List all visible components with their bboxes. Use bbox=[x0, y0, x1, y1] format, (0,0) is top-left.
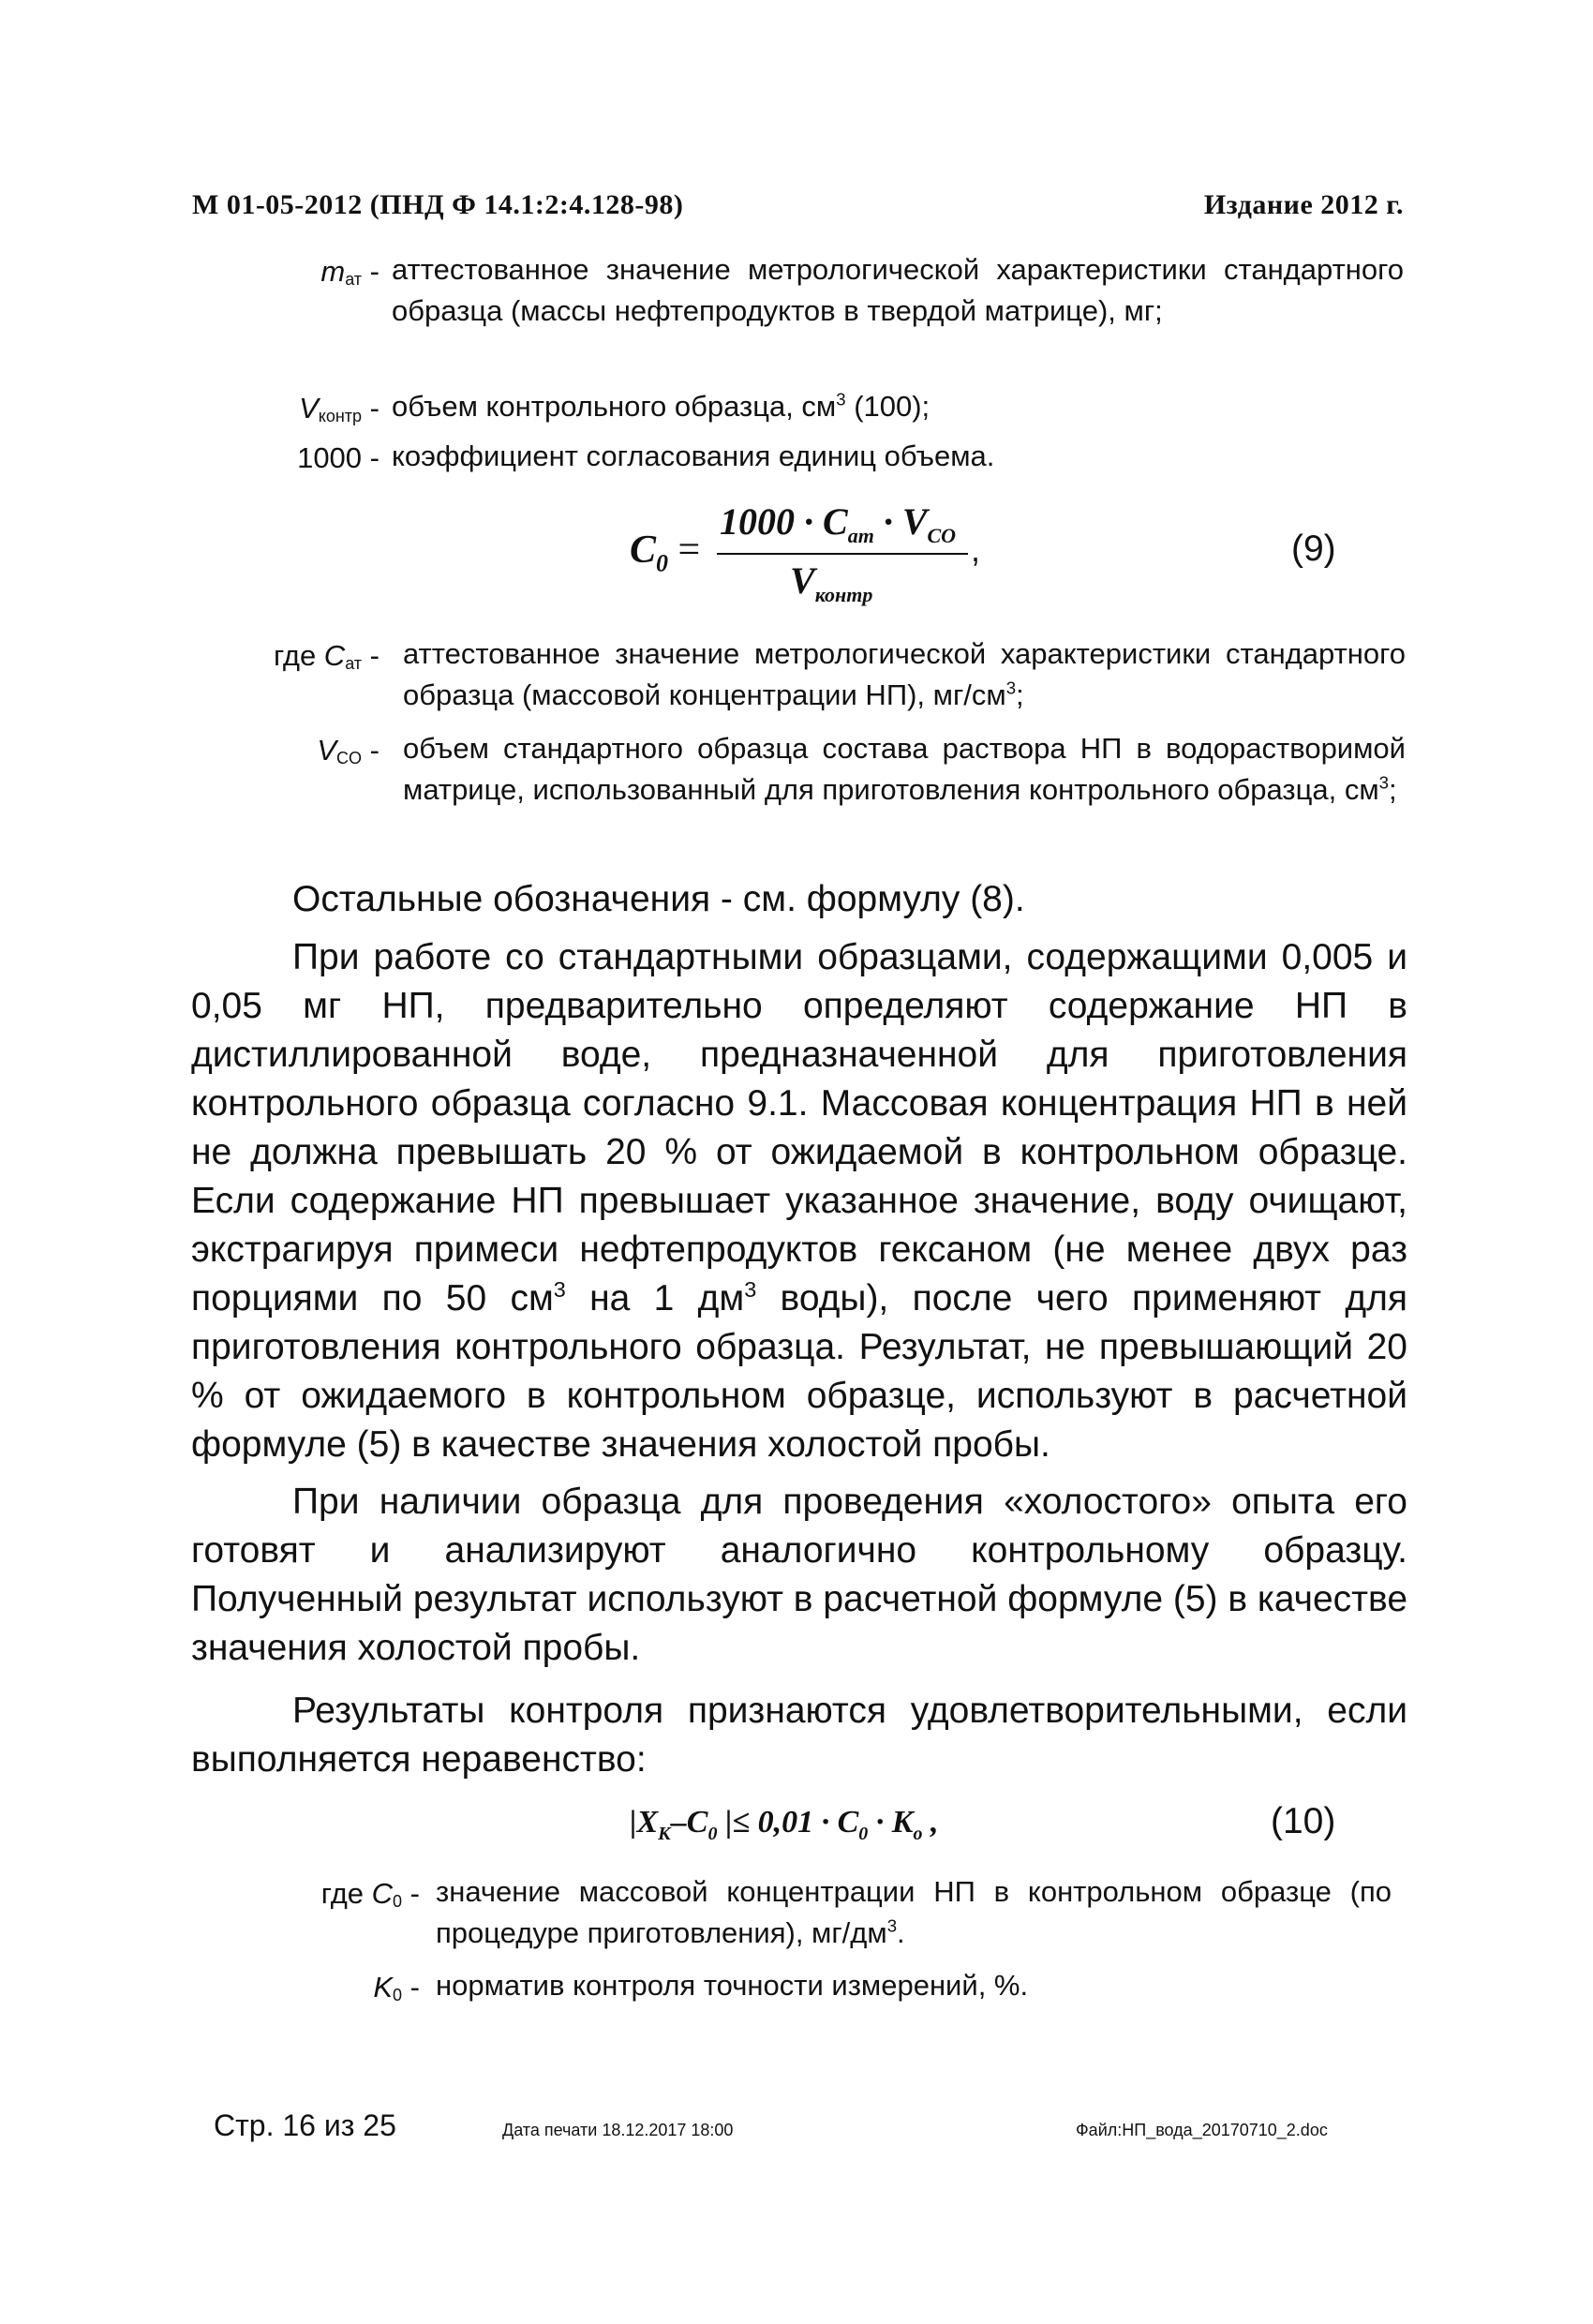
paragraph-standard-samples: При работе со стандартными образцами, содержащими 0,005 и 0,05 мг НП, предварительно определяют содержание НП в дистиллированной воде, предназначенной для приготовления контрольного образца согласно 9.1. Массовая концентрация НП в ней не должна превышать 20 % от ожидаемой в контрольном образце. Если содержание НП превышает указанное значение, воду очищают, экстрагируя примеси нефтепродуктов гексаном (не менее двух раз порциями по 50 $см^3$ на 1 $дм^3$ воды), после чего применяют для приготовления контрольного образца. Результат, не превышающий 20 % от ожидаемого в контрольном образце, используют в расчетной формуле (5) в качестве значения холостой пробы. bbox=[191, 937, 1407, 1465]
fraction-bar bbox=[717, 553, 968, 555]
definition-m-at: аттестованное значение метрологической характеристики стандартного образца (массы нефтепродуктов в твердой матрице), мг; bbox=[392, 253, 1404, 327]
symbol-v-kontr: $V_{контр}$ - bbox=[299, 392, 380, 425]
paragraph-blank-sample: При наличии образца для проведения «холостого» опыта его готовят и анализируют аналогично контрольному образцу. Полученный результат используют в расчетной формуле (5) в качестве значения холостой пробы. bbox=[191, 1482, 1408, 1668]
symbol-1000: 1000 - bbox=[297, 441, 380, 474]
page-number: Стр. 16 из 25 bbox=[214, 2108, 396, 2142]
definition-c0: значение массовой концентрации НП в контрольном образце (по процедуре приготовления), $мг/дм^3$. bbox=[436, 1875, 1392, 1949]
paragraph-results: Результаты контроля признаются удовлетворительными, если выполняется неравенство: bbox=[191, 1691, 1407, 1780]
definition-v-co: объем стандартного образца состава раствора НП в водорастворимой матрице, использованный для приготовления контрольного образца, $см^3$; bbox=[403, 732, 1406, 806]
definition-c-at: аттестованное значение метрологической характеристики стандартного образца (массовой концентрации НП), $мг/см^3$; bbox=[403, 637, 1406, 711]
paragraph-other-notation: Остальные обозначения - см. формулу (8). bbox=[292, 879, 1025, 919]
equation-number-9: (9) bbox=[1291, 529, 1336, 569]
symbol-m-at: $m_{ат}$ - bbox=[320, 255, 380, 289]
definition-k0: норматив контроля точности измерений, %. bbox=[436, 1969, 1029, 2002]
file-name: Файл:НП_вода_20170710_2.doc bbox=[1076, 2121, 1328, 2139]
formula-9-denominator: $V_{контр}$ bbox=[790, 559, 873, 606]
symbol-c-at: где $C_{ат}$ - bbox=[273, 639, 380, 673]
formula-9-lhs: $C_0$ = bbox=[630, 529, 701, 577]
print-date: Дата печати 18.12.2017 18:00 bbox=[502, 2121, 734, 2139]
formula-9-comma: , bbox=[971, 530, 981, 569]
formula-9-numerator: $1000 \cdot C_{am} \cdot V_{CO}$ bbox=[720, 500, 957, 547]
symbol-c0: где $C_0$ - bbox=[320, 1877, 420, 1911]
symbol-k0: $K_0$ - bbox=[373, 1971, 420, 2004]
formula-10: $|X_К-C_0$ |≤ $0,01 \cdot C_0 \cdot K_о$ , bbox=[630, 1805, 939, 1844]
document-code: М 01-05-2012 (ПНД Ф 14.1:2:4.128-98) bbox=[192, 189, 684, 220]
edition-label: Издание 2012 г. bbox=[1203, 189, 1404, 220]
symbol-v-co: $V_{CO}$ - bbox=[317, 734, 380, 767]
equation-number-10: (10) bbox=[1271, 1801, 1336, 1841]
definition-1000: коэффициент согласования единиц объема. bbox=[392, 439, 995, 472]
definition-v-kontr: объем контрольного образца, $см^3$ (100); bbox=[392, 389, 930, 423]
